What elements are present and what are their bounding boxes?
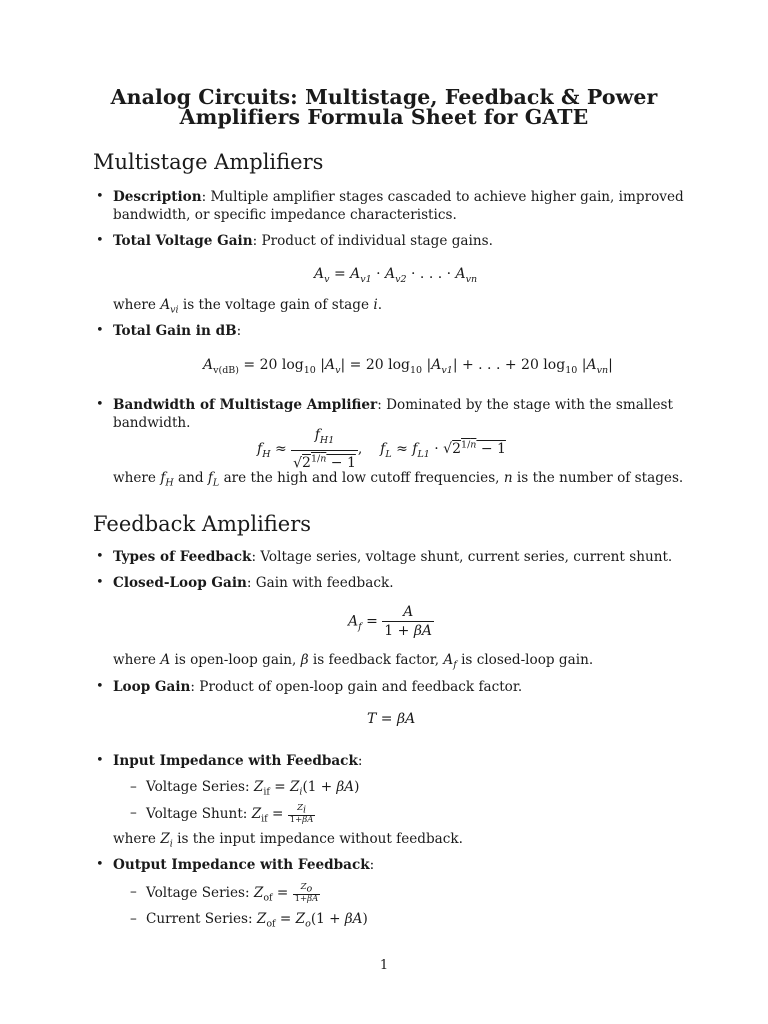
document-title-line2: Amplifiers Formula Sheet for GATE <box>179 105 589 129</box>
bandwidth-label: Bandwidth of Multistage Amplifier <box>113 397 378 413</box>
bullet-marker: • <box>96 397 104 412</box>
output-impedance-label: Output Impedance with Feedback <box>113 857 370 873</box>
output-voltage-series: Voltage Series: $Z_{of}$ = $\frac{Z_o}{1+\beta A}$ <box>146 882 319 904</box>
bandwidth-text-2: bandwidth. <box>113 415 191 431</box>
loop-gain-item: Loop Gain: Product of open-loop gain and feedback factor. <box>113 679 523 695</box>
description-label: Description <box>113 189 202 205</box>
total-gain-label: Total Voltage Gain <box>113 233 253 249</box>
bullet-marker: • <box>96 233 104 248</box>
bullet-marker: • <box>96 857 104 872</box>
output-impedance-item: Output Impedance with Feedback: <box>113 857 375 873</box>
equation-loop-gain: T = βA <box>367 711 416 727</box>
document-title-line1: Analog Circuits: Multistage, Feedback & Power <box>110 85 658 109</box>
section-heading-feedback: Feedback Amplifiers <box>93 512 312 536</box>
bullet-marker: • <box>96 323 104 338</box>
description-text-1: : Multiple amplifier stages cascaded to achieve higher gain, improved <box>201 189 684 205</box>
sub-bullet-dash: – <box>130 779 137 795</box>
description-item <box>113 188 684 206</box>
output-current-series: Current Series: $Z_{of} = Z_o(1 + \beta A)$ <box>146 911 368 930</box>
bandwidth-text-1: : Dominated by the stage with the smallest <box>377 397 673 413</box>
feedback-types-item: Types of Feedback: Voltage series, voltage shunt, current series, current shunt. <box>113 549 673 565</box>
closed-loop-label: Closed-Loop Gain <box>113 575 247 591</box>
description-text-2: bandwidth, or specific impedance characteristics. <box>113 207 457 223</box>
input-impedance-label: Input Impedance with Feedback <box>113 753 358 769</box>
section-heading-multistage: Multistage Amplifiers <box>93 150 324 174</box>
bullet-marker: • <box>96 549 104 564</box>
closed-loop-where: where A is open-loop gain, β is feedback factor, $A_f$ is closed-loop gain. <box>113 652 594 671</box>
bandwidth-item <box>113 396 673 414</box>
feedback-types-label: Types of Feedback <box>113 549 252 565</box>
input-voltage-series: Voltage Series: $Z_{if} = Z_i(1 + \beta A)$ <box>146 779 360 798</box>
db-gain-item: Total Gain in dB: <box>113 323 242 339</box>
bandwidth-where: where $f_H$ and $f_L$ are the high and low cutoff frequencies, n is the number of stages. <box>113 470 684 489</box>
bullet-marker: • <box>96 679 104 694</box>
input-voltage-shunt: Voltage Shunt: $Z_{if}$ = $\frac{Z_i}{1+\beta A}$ <box>146 803 314 825</box>
total-gain-item <box>113 232 493 250</box>
equation-db-gain: $A_{v(dB)} = 20$ $\log_{10} |A_v| = 20$ $\log_{10} |A_{v1}|$ + . . . + 20 $\log_{10} |A_{vn}|$ <box>203 357 613 376</box>
equation-bandwidth: $f_H$ ≈ $\frac{f_{H1}}{√2^{1/n} - 1}$ , $f_L \approx f_{L1} \cdot √2^{1/n} - 1$ <box>257 427 506 472</box>
bullet-marker: • <box>96 575 104 590</box>
equation-closed-loop-gain: $A_f$ = $\frac{A}{1 + \beta A}$ <box>348 604 433 639</box>
bullet-marker: • <box>96 189 104 204</box>
equation-total-gain: $A_v = A_{v1} \cdot A_{v2}$ · . . . · $A_{vn}$ <box>314 266 478 285</box>
bullet-marker: • <box>96 753 104 768</box>
db-gain-label: Total Gain in dB <box>113 323 237 339</box>
closed-loop-item: Closed-Loop Gain: Gain with feedback. <box>113 575 394 591</box>
sub-bullet-dash: – <box>130 884 137 900</box>
input-impedance-where: where $Z_i$ is the input impedance without feedback. <box>113 831 463 850</box>
total-gain-where: where $A_{vi}$ is the voltage gain of stage i. <box>113 297 383 316</box>
input-impedance-item: Input Impedance with Feedback: <box>113 753 363 769</box>
page-number: 1 <box>379 958 389 973</box>
loop-gain-label: Loop Gain <box>113 679 191 695</box>
total-gain-text: : Product of individual stage gains. <box>252 233 493 249</box>
sub-bullet-dash: – <box>130 805 137 821</box>
sub-bullet-dash: – <box>130 911 137 927</box>
